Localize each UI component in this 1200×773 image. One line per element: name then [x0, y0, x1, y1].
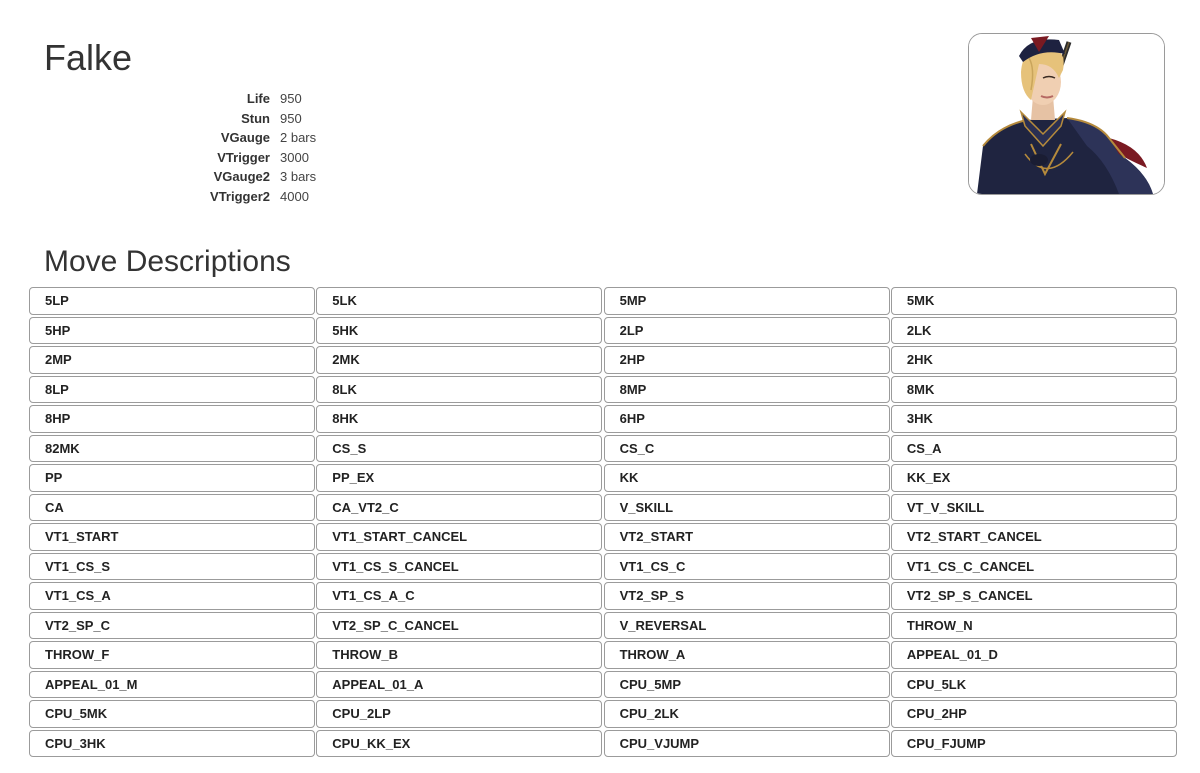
- move-button-vt2-sp-s[interactable]: VT2_SP_S: [604, 582, 890, 610]
- move-button-cpu-2lp[interactable]: CPU_2LP: [316, 700, 602, 728]
- move-button-5lk[interactable]: 5LK: [316, 287, 602, 315]
- stat-value: 2 bars: [280, 130, 317, 146]
- move-button-cs-s[interactable]: CS_S: [316, 435, 602, 463]
- move-button-pp-ex[interactable]: PP_EX: [316, 464, 602, 492]
- move-button-cpu-2lk[interactable]: CPU_2LK: [604, 700, 890, 728]
- move-button-throw-f[interactable]: THROW_F: [29, 641, 315, 669]
- move-button-5hk[interactable]: 5HK: [316, 317, 602, 345]
- move-button-throw-b[interactable]: THROW_B: [316, 641, 602, 669]
- move-button-8hk[interactable]: 8HK: [316, 405, 602, 433]
- move-button-8mk[interactable]: 8MK: [891, 376, 1177, 404]
- move-button-throw-n[interactable]: THROW_N: [891, 612, 1177, 640]
- move-button-cpu-kk-ex[interactable]: CPU_KK_EX: [316, 730, 602, 758]
- move-button-vt1-start[interactable]: VT1_START: [29, 523, 315, 551]
- stat-row-vtrigger2: [150, 187, 316, 207]
- move-button-throw-a[interactable]: THROW_A: [604, 641, 890, 669]
- stat-label: Life: [246, 91, 270, 106]
- stat-label: VGauge: [220, 130, 270, 146]
- move-button-vt2-sp-c[interactable]: VT2_SP_C: [29, 612, 315, 640]
- stat-row-vgauge: [150, 128, 316, 148]
- stat-value: 3 bars: [280, 169, 317, 185]
- move-button-kk[interactable]: KK: [604, 464, 890, 492]
- move-button-vt1-cs-s-cancel[interactable]: VT1_CS_S_CANCEL: [316, 553, 602, 581]
- move-button-appeal-01-m[interactable]: APPEAL_01_M: [29, 671, 315, 699]
- stat-row-life: [150, 89, 316, 109]
- move-button-vt1-cs-c[interactable]: VT1_CS_C: [604, 553, 890, 581]
- move-button-ca-vt2-c[interactable]: CA_VT2_C: [316, 494, 602, 522]
- move-button-6hp[interactable]: 6HP: [604, 405, 890, 433]
- stat-label: VTrigger: [217, 149, 270, 165]
- move-button-cpu-vjump[interactable]: CPU_VJUMP: [604, 730, 890, 758]
- move-button-appeal-01-d[interactable]: APPEAL_01_D: [891, 641, 1177, 669]
- move-button-cpu-5lk[interactable]: CPU_5LK: [891, 671, 1177, 699]
- move-button-2mp[interactable]: 2MP: [29, 346, 315, 374]
- move-button-appeal-01-a[interactable]: APPEAL_01_A: [316, 671, 602, 699]
- stats-table: [150, 89, 316, 207]
- move-button-3hk[interactable]: 3HK: [891, 405, 1177, 433]
- stat-label: VTrigger2: [210, 188, 270, 204]
- move-button-vt1-start-cancel[interactable]: VT1_START_CANCEL: [316, 523, 602, 551]
- character-name: Falke: [44, 37, 133, 78]
- move-button-vt2-start[interactable]: VT2_START: [604, 523, 890, 551]
- move-button-cpu-2hp[interactable]: CPU_2HP: [891, 700, 1177, 728]
- move-button-2mk[interactable]: 2MK: [316, 346, 602, 374]
- move-button-5hp[interactable]: 5HP: [29, 317, 315, 345]
- move-button-cs-a[interactable]: CS_A: [891, 435, 1177, 463]
- move-button-pp[interactable]: PP: [29, 464, 315, 492]
- move-button-2hp[interactable]: 2HP: [604, 346, 890, 374]
- stat-value: 950: [280, 110, 302, 126]
- move-grid: [29, 287, 1179, 757]
- stat-row-vgauge2: [150, 167, 316, 187]
- move-button-cpu-5mp[interactable]: CPU_5MP: [604, 671, 890, 699]
- move-button-kk-ex[interactable]: KK_EX: [891, 464, 1177, 492]
- move-button-5mk[interactable]: 5MK: [891, 287, 1177, 315]
- stat-value: 3000: [280, 149, 309, 165]
- move-button-cpu-fjump[interactable]: CPU_FJUMP: [891, 730, 1177, 758]
- falke-portrait-icon: [969, 34, 1164, 194]
- stat-value: 950: [280, 91, 302, 106]
- move-button-vt1-cs-s[interactable]: VT1_CS_S: [29, 553, 315, 581]
- move-button-v-reversal[interactable]: V_REVERSAL: [604, 612, 890, 640]
- move-button-2lp[interactable]: 2LP: [604, 317, 890, 345]
- stat-label: VGauge2: [213, 169, 270, 185]
- move-button-vt1-cs-c-cancel[interactable]: VT1_CS_C_CANCEL: [891, 553, 1177, 581]
- move-button-vt2-start-cancel[interactable]: VT2_START_CANCEL: [891, 523, 1177, 551]
- move-button-5mp[interactable]: 5MP: [604, 287, 890, 315]
- move-button-v-skill[interactable]: V_SKILL: [604, 494, 890, 522]
- move-button-vt1-cs-a[interactable]: VT1_CS_A: [29, 582, 315, 610]
- move-button-8mp[interactable]: 8MP: [604, 376, 890, 404]
- stat-label: Stun: [241, 110, 270, 126]
- section-title: Move Descriptions: [44, 245, 291, 278]
- move-button-ca[interactable]: CA: [29, 494, 315, 522]
- stat-row-stun: [150, 109, 316, 129]
- character-portrait: [968, 33, 1165, 195]
- move-button-2hk[interactable]: 2HK: [891, 346, 1177, 374]
- move-button-82mk[interactable]: 82MK: [29, 435, 315, 463]
- move-button-cpu-3hk[interactable]: CPU_3HK: [29, 730, 315, 758]
- move-button-8lp[interactable]: 8LP: [29, 376, 315, 404]
- move-button-vt-v-skill[interactable]: VT_V_SKILL: [891, 494, 1177, 522]
- move-button-vt2-sp-c-cancel[interactable]: VT2_SP_C_CANCEL: [316, 612, 602, 640]
- move-button-2lk[interactable]: 2LK: [891, 317, 1177, 345]
- move-button-8lk[interactable]: 8LK: [316, 376, 602, 404]
- move-button-vt1-cs-a-c[interactable]: VT1_CS_A_C: [316, 582, 602, 610]
- move-button-5lp[interactable]: 5LP: [29, 287, 315, 315]
- move-button-8hp[interactable]: 8HP: [29, 405, 315, 433]
- move-button-vt2-sp-s-cancel[interactable]: VT2_SP_S_CANCEL: [891, 582, 1177, 610]
- move-button-cs-c[interactable]: CS_C: [604, 435, 890, 463]
- stat-value: 4000: [280, 188, 309, 204]
- stat-row-vtrigger: [150, 148, 316, 168]
- move-button-cpu-5mk[interactable]: CPU_5MK: [29, 700, 315, 728]
